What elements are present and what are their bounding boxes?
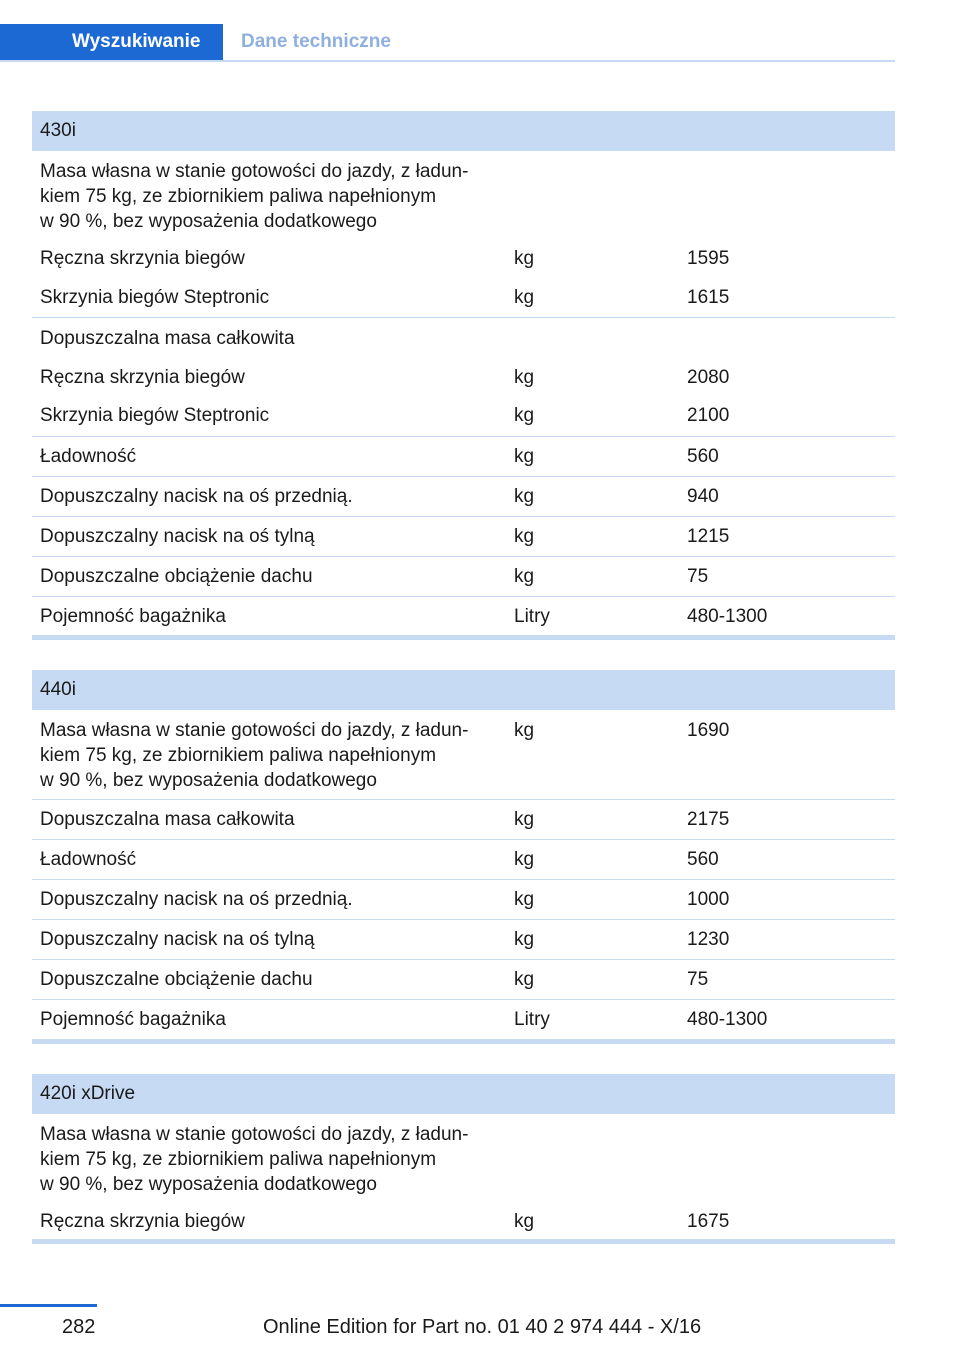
row-value: 480-1300 — [687, 606, 768, 627]
row-unit: kg — [514, 1211, 535, 1232]
row-value: 75 — [687, 566, 709, 587]
row-unit: kg — [514, 566, 535, 587]
footer-accent-line — [0, 1304, 97, 1307]
row-label: Masa własna w stanie gotowości do jazdy, z ładun- kiem 75 kg, ze zbiornikiem paliwa napełnionym w 90 %, bez wyposażenia dodatkowego — [40, 1124, 469, 1195]
row-label: Dopuszczalny nacisk na oś tylną — [40, 929, 315, 950]
page-number: 282 — [62, 1316, 96, 1338]
row-label: Pojemność bagażnika — [40, 1009, 226, 1030]
table-row — [32, 517, 895, 557]
row-unit: kg — [514, 405, 535, 426]
row-unit: kg — [514, 248, 535, 269]
row-value: 1690 — [687, 720, 730, 741]
row-unit: kg — [514, 720, 535, 741]
edition-note: Online Edition for Part no. 01 40 2 974 444 - X/16 — [263, 1316, 702, 1338]
row-label: Skrzynia biegów Steptronic — [40, 405, 270, 426]
row-value: 1595 — [687, 248, 730, 269]
row-unit: Litry — [514, 606, 550, 627]
table-row — [32, 557, 895, 597]
spec-table-420i-xdrive — [32, 1074, 895, 1244]
row-label: Masa własna w stanie gotowości do jazdy, z ładun- kiem 75 kg, ze zbiornikiem paliwa napełnionym w 90 %, bez wyposażenia dodatkowego — [40, 720, 469, 791]
section-end-rule — [32, 1239, 895, 1244]
table-row — [32, 437, 895, 477]
table-row — [32, 880, 895, 920]
table-row — [32, 1202, 895, 1239]
row-unit: kg — [514, 849, 535, 870]
row-unit: Litry — [514, 1009, 550, 1030]
row-label: Masa własna w stanie gotowości do jazdy, z ładun- kiem 75 kg, ze zbiornikiem paliwa napełnionym w 90 %, bez wyposażenia dodatkowego — [40, 161, 469, 232]
tab-technical-data[interactable]: Dane techniczne — [241, 31, 391, 52]
spec-table-430i — [32, 111, 895, 640]
row-value: 2100 — [687, 405, 730, 426]
table-row — [32, 800, 895, 840]
tab-underline — [0, 60, 895, 62]
row-unit: kg — [514, 889, 535, 910]
row-label: Dopuszczalne obciążenie dachu — [40, 969, 313, 990]
row-value: 75 — [687, 969, 709, 990]
spec-table-440i — [32, 670, 895, 1044]
table-row — [32, 358, 895, 397]
row-value: 560 — [687, 446, 719, 467]
row-unit: kg — [514, 367, 535, 388]
table-row — [32, 477, 895, 517]
row-label: Dopuszczalny nacisk na oś przednią. — [40, 486, 353, 507]
table-row — [32, 278, 895, 318]
section-title: 430i — [32, 111, 895, 151]
row-label: Ręczna skrzynia biegów — [40, 248, 245, 269]
table-row — [32, 840, 895, 880]
table-row — [32, 960, 895, 1000]
row-label: Skrzynia biegów Steptronic — [40, 287, 270, 308]
table-row — [32, 318, 895, 358]
row-label: Dopuszczalna masa całkowita — [40, 328, 295, 349]
row-label: Dopuszczalna masa całkowita — [40, 809, 295, 830]
tab-bar — [0, 24, 895, 62]
section-title: 440i — [32, 670, 895, 710]
row-value: 1230 — [687, 929, 730, 950]
row-value: 480-1300 — [687, 1009, 768, 1030]
table-row — [32, 151, 895, 239]
row-label: Ładowność — [40, 446, 137, 467]
table-row — [32, 597, 895, 635]
row-unit: kg — [514, 486, 535, 507]
table-row — [32, 920, 895, 960]
row-value: 560 — [687, 849, 719, 870]
row-unit: kg — [514, 929, 535, 950]
row-label: Ładowność — [40, 849, 137, 870]
table-row — [32, 397, 895, 437]
section-title: 420i xDrive — [32, 1074, 895, 1114]
row-label: Dopuszczalny nacisk na oś tylną — [40, 526, 315, 547]
row-unit: kg — [514, 969, 535, 990]
table-row — [32, 710, 895, 800]
row-unit: kg — [514, 809, 535, 830]
row-label: Dopuszczalne obciążenie dachu — [40, 566, 313, 587]
section-end-rule — [32, 1039, 895, 1044]
row-label: Pojemność bagażnika — [40, 606, 226, 627]
row-unit: kg — [514, 287, 535, 308]
row-value: 1215 — [687, 526, 730, 547]
row-unit: kg — [514, 526, 535, 547]
row-label: Dopuszczalny nacisk na oś przednią. — [40, 889, 353, 910]
row-value: 2175 — [687, 809, 730, 830]
table-row — [32, 239, 895, 278]
row-value: 1000 — [687, 889, 730, 910]
row-label: Ręczna skrzynia biegów — [40, 367, 245, 388]
tab-search[interactable]: Wyszukiwanie — [0, 24, 223, 60]
row-value: 2080 — [687, 367, 730, 388]
row-label: Ręczna skrzynia biegów — [40, 1211, 245, 1232]
section-end-rule — [32, 635, 895, 640]
table-row — [32, 1000, 895, 1039]
row-value: 1675 — [687, 1211, 730, 1232]
row-unit: kg — [514, 446, 535, 467]
row-value: 1615 — [687, 287, 730, 308]
row-value: 940 — [687, 486, 719, 507]
table-row — [32, 1114, 895, 1202]
